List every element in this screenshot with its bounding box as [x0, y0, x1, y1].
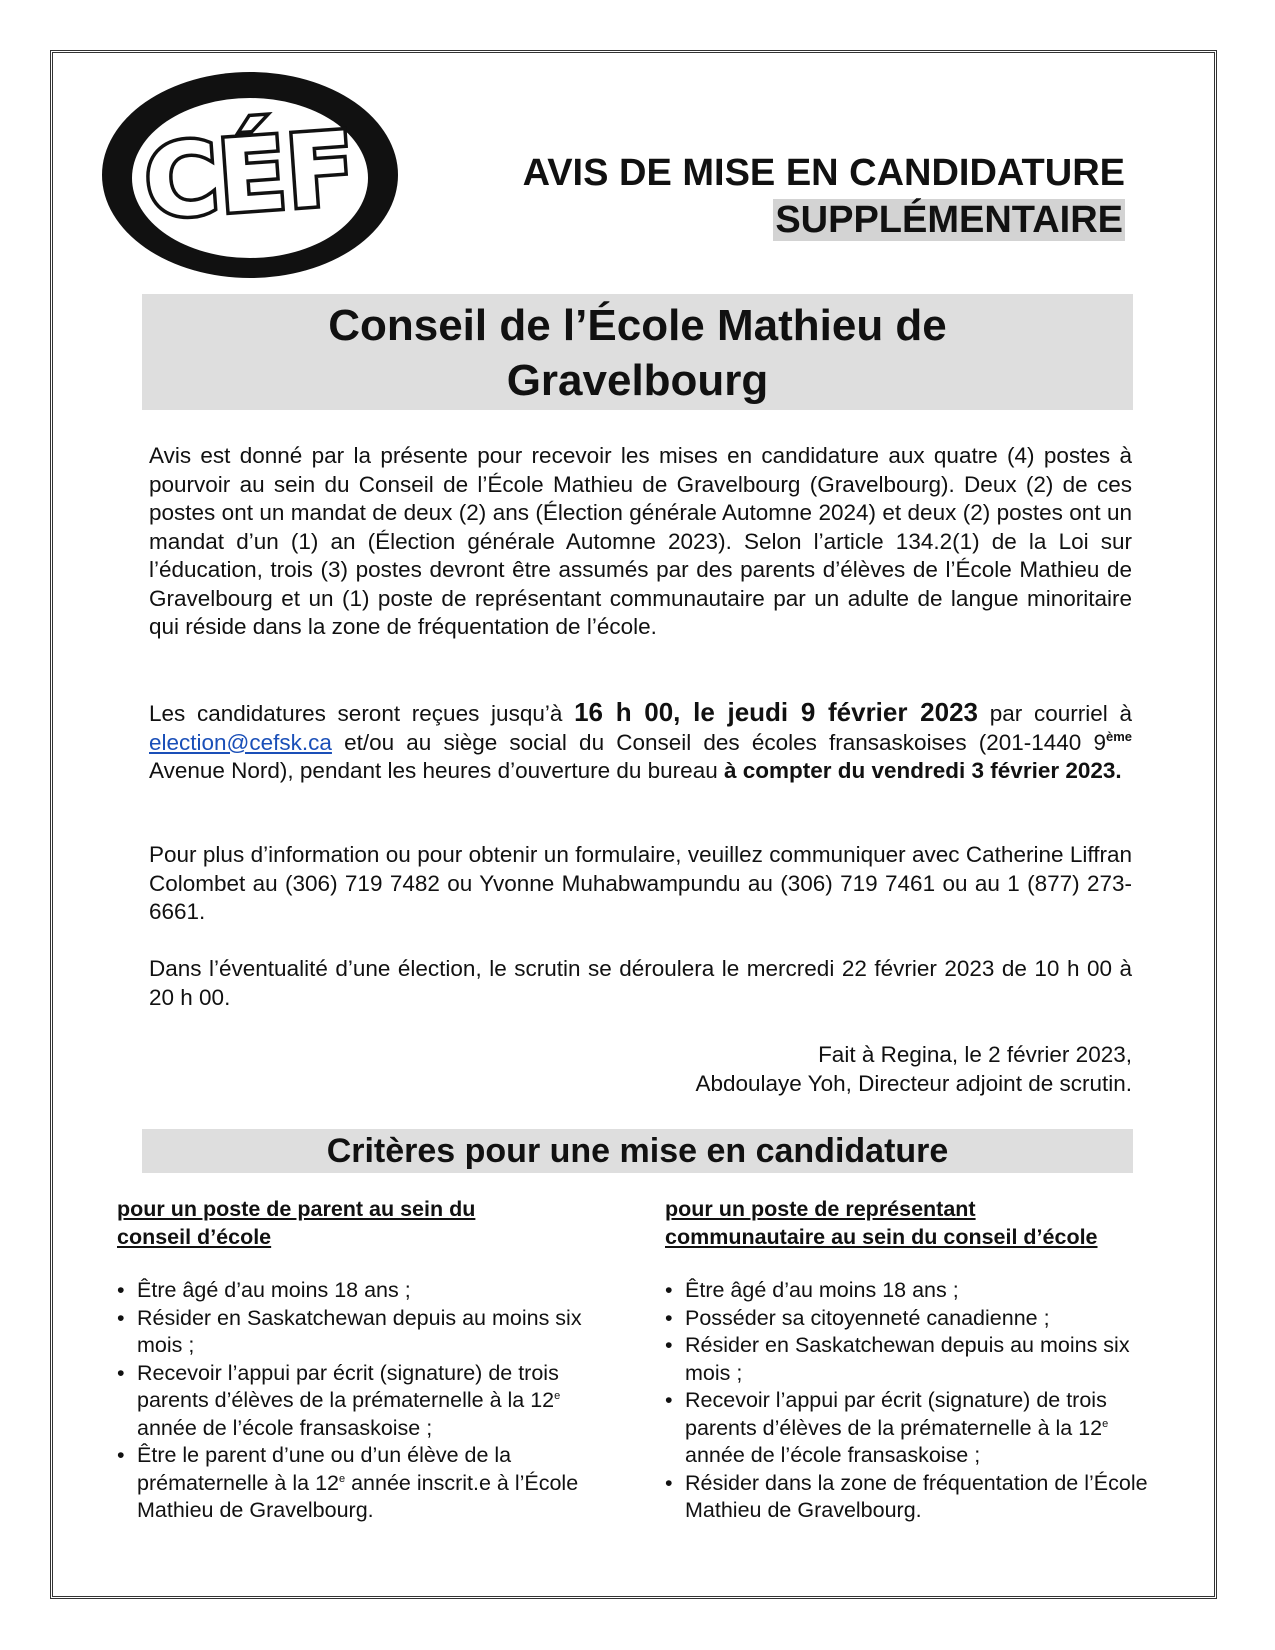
signature-line2: Abdoulaye Yoh, Directeur adjoint de scrutin. — [695, 1070, 1132, 1096]
list-item-text: Recevoir l’appui par écrit (signature) de trois parents d’élèves de la prématernelle à la 12 — [685, 1388, 1107, 1440]
notice-heading-line1: AVIS DE MISE EN CANDIDATURE — [522, 152, 1125, 194]
list-item — [117, 1305, 617, 1360]
list-item — [665, 1305, 1165, 1333]
list-item — [665, 1387, 1165, 1470]
criteria-parent-heading — [117, 1196, 617, 1251]
paragraph-election-date: Dans l’éventualité d’une élection, le scrutin se déroulera le mercredi 22 février 2023 de 10 h 00 à 20 h 00. — [149, 956, 1132, 1010]
paragraph-contact: Pour plus d’information ou pour obtenir un formulaire, veuillez communiquer avec Catherine Liffran Colombet au (306) 719 7482 ou Yvonne Muhabwampundu au (306) 719 7461 ou au 1 (877) 273-6661. — [149, 842, 1132, 924]
notice-heading — [523, 150, 1125, 244]
deadline-start-date: à compter du vendredi 3 février 2023. — [723, 758, 1122, 783]
svg-text:CÉF: CÉF — [140, 109, 359, 242]
list-item-text: année de l’école fransaskoise ; — [685, 1443, 981, 1467]
list-item — [117, 1360, 617, 1443]
deadline-text-a: Les candidatures seront reçues jusqu’à — [149, 701, 575, 726]
list-item — [665, 1470, 1165, 1525]
criteria-community-heading-line1: pour un poste de représentant — [665, 1197, 976, 1221]
list-item-text: Résider en Saskatchewan depuis au moins six mois ; — [685, 1333, 1130, 1385]
signature-line1: Fait à Regina, le 2 février 2023, — [818, 1042, 1132, 1067]
list-item-text: Posséder sa citoyenneté canadienne ; — [685, 1305, 1050, 1330]
criteria-parent-list — [117, 1277, 617, 1525]
criteria-parent-heading-line2: conseil d’école — [117, 1224, 272, 1249]
list-item-text: Résider en Saskatchewan depuis au moins six mois ; — [137, 1305, 582, 1357]
deadline-text-d: Avenue Nord), pendant les heures d’ouverture du bureau — [149, 758, 724, 783]
list-item-text: année de l’école fransaskoise ; — [137, 1415, 433, 1440]
council-title-line1: Conseil de l’École Mathieu de — [328, 301, 947, 350]
list-item-text: année inscrit.e à l’École Mathieu de Gravelbourg. — [137, 1470, 579, 1522]
list-item-text: Recevoir l’appui par écrit (signature) de trois parents d’élèves de la prématernelle à la 12 — [137, 1360, 559, 1412]
criteria-community-heading-line2: communautaire au sein du conseil d’école — [665, 1224, 1098, 1249]
council-title-line2: Gravelbourg — [506, 356, 769, 405]
deadline-date: 16 h 00, le jeudi 9 février 2023 — [574, 697, 979, 727]
criteria-title: Critères pour une mise en candidature — [142, 1129, 1133, 1173]
ordinal-superscript: e — [1102, 1417, 1109, 1430]
signature-block — [695, 1041, 1132, 1098]
ordinal-superscript: e — [554, 1390, 561, 1402]
ordinal-superscript: e — [338, 1472, 346, 1485]
criteria-parent-column — [117, 1196, 617, 1525]
list-item — [117, 1442, 617, 1525]
notice-heading-line2: SUPPLÉMENTAIRE — [775, 199, 1123, 241]
criteria-parent-heading-line1: pour un poste de parent au sein du — [117, 1197, 476, 1221]
list-item-text: Être âgé d’au moins 18 ans ; — [685, 1278, 959, 1302]
list-item — [665, 1277, 1165, 1305]
list-item — [665, 1332, 1165, 1387]
criteria-community-column — [665, 1196, 1165, 1525]
deadline-text-c: et/ou au siège social du Conseil des écoles fransaskoises (201-1440 9 — [331, 729, 1106, 755]
council-title — [142, 294, 1133, 410]
criteria-community-heading — [665, 1196, 1165, 1251]
list-item — [117, 1277, 617, 1305]
ordinal-superscript: ème — [1105, 728, 1132, 744]
cef-logo-graphic — [100, 70, 400, 280]
cef-logo — [100, 70, 400, 280]
email-link[interactable]: election@cefsk.ca — [149, 729, 332, 755]
criteria-community-list — [665, 1277, 1165, 1525]
paragraph-intro: Avis est donné par la présente pour recevoir les mises en candidature aux quatre (4) postes à pourvoir au sein du Conseil de l’École Mathieu de Gravelbourg (Gravelbourg). Deux (2) de ces postes ont un mandat de deux (2) ans (Élection générale Automne 2024) et deux (2) postes ont un mandat d’un (1) an (Élection générale Automne 2023). Selon l’article 134.2(1) de la Loi sur l’éducation, trois (3) postes devront être assumés par des parents d’élèves de l’École Mathieu de Gravelbourg et un (1) poste de représentant communautaire par un adulte de langue minoritaire qui réside dans la zone de fréquentation de l’école. — [149, 443, 1132, 639]
list-item-text: Résider dans la zone de fréquentation de l’École Mathieu de Gravelbourg. — [685, 1470, 1148, 1522]
list-item-text: Être le parent d’une ou d’un élève de la prématernelle à la 12 — [137, 1443, 512, 1495]
list-item-text: Être âgé d’au moins 18 ans ; — [137, 1278, 411, 1302]
deadline-text-b: par courriel à — [978, 701, 1132, 726]
paragraph-deadline — [149, 698, 1132, 786]
